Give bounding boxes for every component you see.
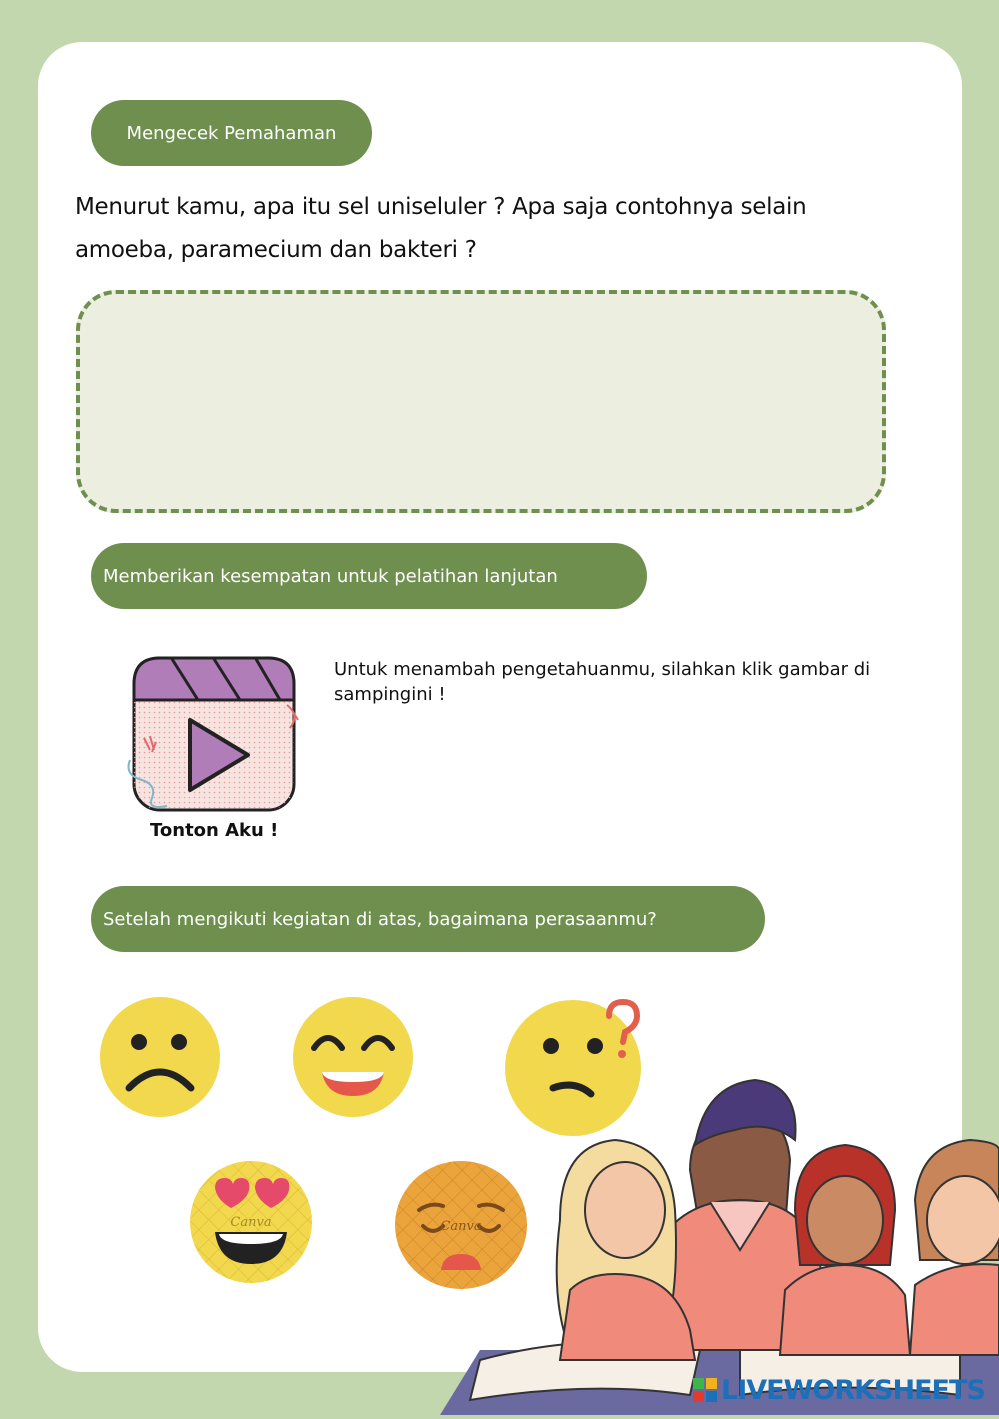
video-thumbnail-button[interactable] [122, 650, 302, 820]
video-play-icon [122, 650, 302, 820]
question-line-2: amoeba, paramecium dan bakteri ? [75, 237, 477, 263]
video-caption: Tonton Aku ! [150, 820, 279, 841]
answer-text-box[interactable] [76, 290, 886, 513]
section-label-feeling: Setelah mengikuti kegiatan di atas, bagaimana perasaanmu? [91, 886, 765, 952]
canva-watermark: Canva [440, 1219, 482, 1234]
students-illustration [440, 1050, 999, 1415]
liveworksheets-logo-icon [693, 1378, 717, 1402]
sad-face-icon[interactable] [99, 996, 221, 1122]
canva-watermark: Canva [230, 1215, 272, 1230]
section-label-further-practice: Memberikan kesempatan untuk pelatihan lanjutan [91, 543, 647, 609]
heart-eyes-face-icon[interactable] [189, 1160, 313, 1288]
question-text [75, 186, 875, 272]
smiling-face-icon[interactable] [292, 996, 414, 1122]
section-label-check-understanding: Mengecek Pemahaman [91, 100, 372, 166]
video-instruction-text: Untuk menambah pengetahuanmu, silahkan klik gambar di sampingini ! [334, 659, 871, 705]
question-line-1: Menurut kamu, apa itu sel uniseluler ? Apa saja contohnya selain [75, 194, 807, 220]
liveworksheets-logo-text: LIVEWORKSHEETS [721, 1374, 985, 1406]
liveworksheets-logo [693, 1372, 985, 1408]
